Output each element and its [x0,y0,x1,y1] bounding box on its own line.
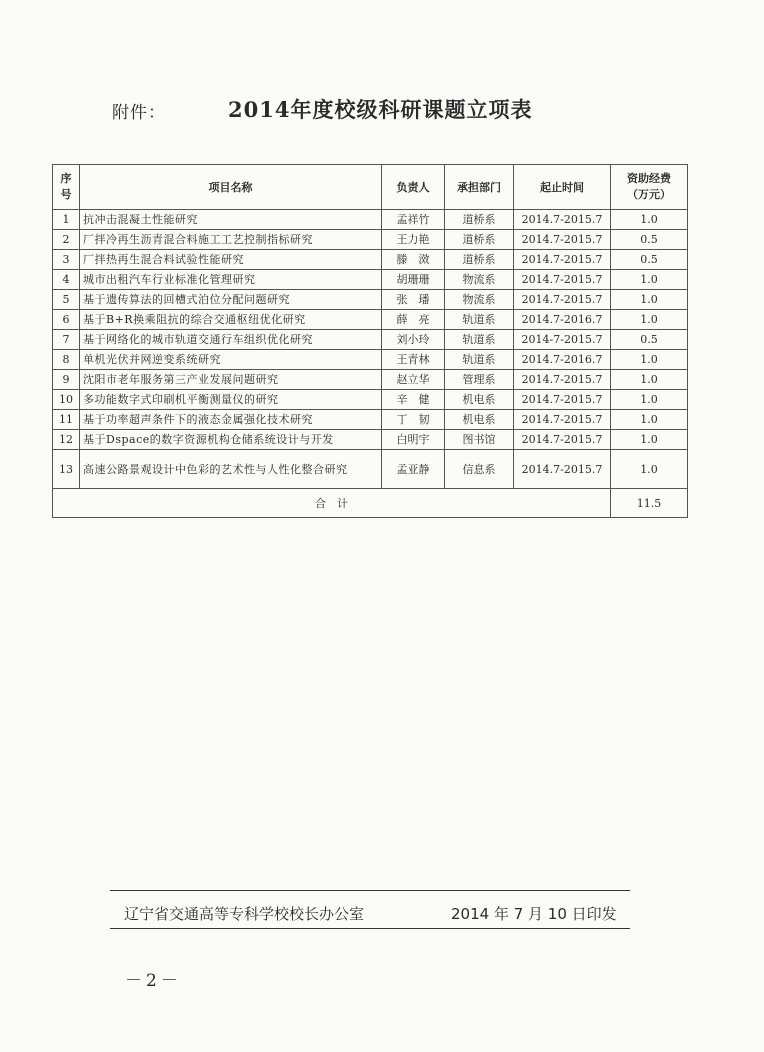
project-funding: 0.5 [611,230,688,250]
project-department: 道桥系 [445,230,514,250]
total-label: 合 计 [53,489,611,518]
row-number: 4 [53,270,80,290]
project-department: 信息系 [445,450,514,489]
project-period: 2014.7-2015.7 [514,370,611,390]
project-name: 厂拌冷再生沥青混合料施工工艺控制指标研究 [80,230,382,250]
project-period: 2014.7-2016.7 [514,310,611,330]
row-number: 5 [53,290,80,310]
row-number: 2 [53,230,80,250]
row-number: 6 [53,310,80,330]
project-name: 基于功率超声条件下的液态金属强化技术研究 [80,410,382,430]
project-department: 轨道系 [445,330,514,350]
project-leader: 王力艳 [382,230,445,250]
project-leader: 丁 韧 [382,410,445,430]
document-title: 2014年度校级科研课题立项表 [228,97,533,122]
project-name: 基于Dspace的数字资源机构仓储系统设计与开发 [80,430,382,450]
table-row [53,210,688,230]
table-row [53,390,688,410]
project-department: 物流系 [445,270,514,290]
footer-divider-top [110,890,630,891]
project-department: 轨道系 [445,310,514,330]
project-funding: 0.5 [611,330,688,350]
column-header-name: 项目名称 [80,165,382,210]
project-funding: 0.5 [611,250,688,270]
project-funding: 1.0 [611,350,688,370]
project-period: 2014.7-2015.7 [514,270,611,290]
project-period: 2014.7-2015.7 [514,450,611,489]
issue-date: 2014 年 7 月 10 日印发 [451,905,617,923]
total-value: 11.5 [611,489,688,518]
column-header-period: 起止时间 [514,165,611,210]
project-funding: 1.0 [611,410,688,430]
project-department: 轨道系 [445,350,514,370]
table-row [53,410,688,430]
project-funding: 1.0 [611,270,688,290]
column-header-index: 序 号 [53,165,80,210]
project-period: 2014-7-2015.7 [514,330,611,350]
table-row [53,310,688,330]
project-leader: 胡珊珊 [382,270,445,290]
project-name: 多功能数字式印刷机平衡测量仪的研究 [80,390,382,410]
project-leader: 滕 滧 [382,250,445,270]
project-department: 机电系 [445,410,514,430]
project-name: 城市出租汽车行业标准化管理研究 [80,270,382,290]
table-row [53,270,688,290]
table-row [53,350,688,370]
project-department: 物流系 [445,290,514,310]
project-funding: 1.0 [611,430,688,450]
project-leader: 张 璠 [382,290,445,310]
row-number: 3 [53,250,80,270]
header [0,94,764,128]
total-row [53,489,688,518]
project-leader: 白明宇 [382,430,445,450]
row-number: 11 [53,410,80,430]
row-number: 1 [53,210,80,230]
project-period: 2014.7-2015.7 [514,390,611,410]
project-leader: 薛 亮 [382,310,445,330]
row-number: 12 [53,430,80,450]
column-header-leader: 负责人 [382,165,445,210]
table-row [53,250,688,270]
project-period: 2014.7-2015.7 [514,410,611,430]
project-department: 道桥系 [445,210,514,230]
row-number: 7 [53,330,80,350]
table-header-row [53,165,688,210]
row-number: 13 [53,450,80,489]
page-number: －2－ [125,971,182,991]
project-period: 2014.7-2015.7 [514,230,611,250]
row-number: 10 [53,390,80,410]
project-funding: 1.0 [611,290,688,310]
table-row [53,330,688,350]
table-row [53,370,688,390]
project-name: 抗冲击混凝土性能研究 [80,210,382,230]
project-name: 高速公路景观设计中色彩的艺术性与人性化整合研究 [80,450,382,489]
project-funding: 1.0 [611,450,688,489]
project-period: 2014.7-2015.7 [514,250,611,270]
column-header-funding: 资助经费 （万元） [611,165,688,210]
project-name: 基于B+R换乘阻抗的综合交通枢纽优化研究 [80,310,382,330]
project-leader: 刘小玲 [382,330,445,350]
project-period: 2014.7-2015.7 [514,430,611,450]
issuing-office: 辽宁省交通高等专科学校校长办公室 [124,905,365,923]
project-leader: 赵立华 [382,370,445,390]
project-table [52,164,688,518]
table-row [53,430,688,450]
project-department: 道桥系 [445,250,514,270]
project-funding: 1.0 [611,310,688,330]
column-header-department: 承担部门 [445,165,514,210]
project-period: 2014.7-2016.7 [514,350,611,370]
project-department: 机电系 [445,390,514,410]
footer-divider-bottom [110,928,630,929]
attachment-label: 附件： [112,103,166,123]
project-funding: 1.0 [611,370,688,390]
project-department: 图书馆 [445,430,514,450]
project-period: 2014.7-2015.7 [514,210,611,230]
project-name: 单机光伏并网逆变系统研究 [80,350,382,370]
project-department: 管理系 [445,370,514,390]
table-row [53,290,688,310]
project-funding: 1.0 [611,210,688,230]
table-row [53,450,688,489]
project-leader: 辛 健 [382,390,445,410]
project-leader: 孟祥竹 [382,210,445,230]
project-name: 沈阳市老年服务第三产业发展问题研究 [80,370,382,390]
row-number: 8 [53,350,80,370]
project-leader: 王青林 [382,350,445,370]
project-name: 厂拌热再生混合料试验性能研究 [80,250,382,270]
project-name: 基于网络化的城市轨道交通行车组织优化研究 [80,330,382,350]
project-leader: 孟亚静 [382,450,445,489]
table-row [53,230,688,250]
project-funding: 1.0 [611,390,688,410]
project-name: 基于遗传算法的回槽式泊位分配问题研究 [80,290,382,310]
project-period: 2014.7-2015.7 [514,290,611,310]
row-number: 9 [53,370,80,390]
